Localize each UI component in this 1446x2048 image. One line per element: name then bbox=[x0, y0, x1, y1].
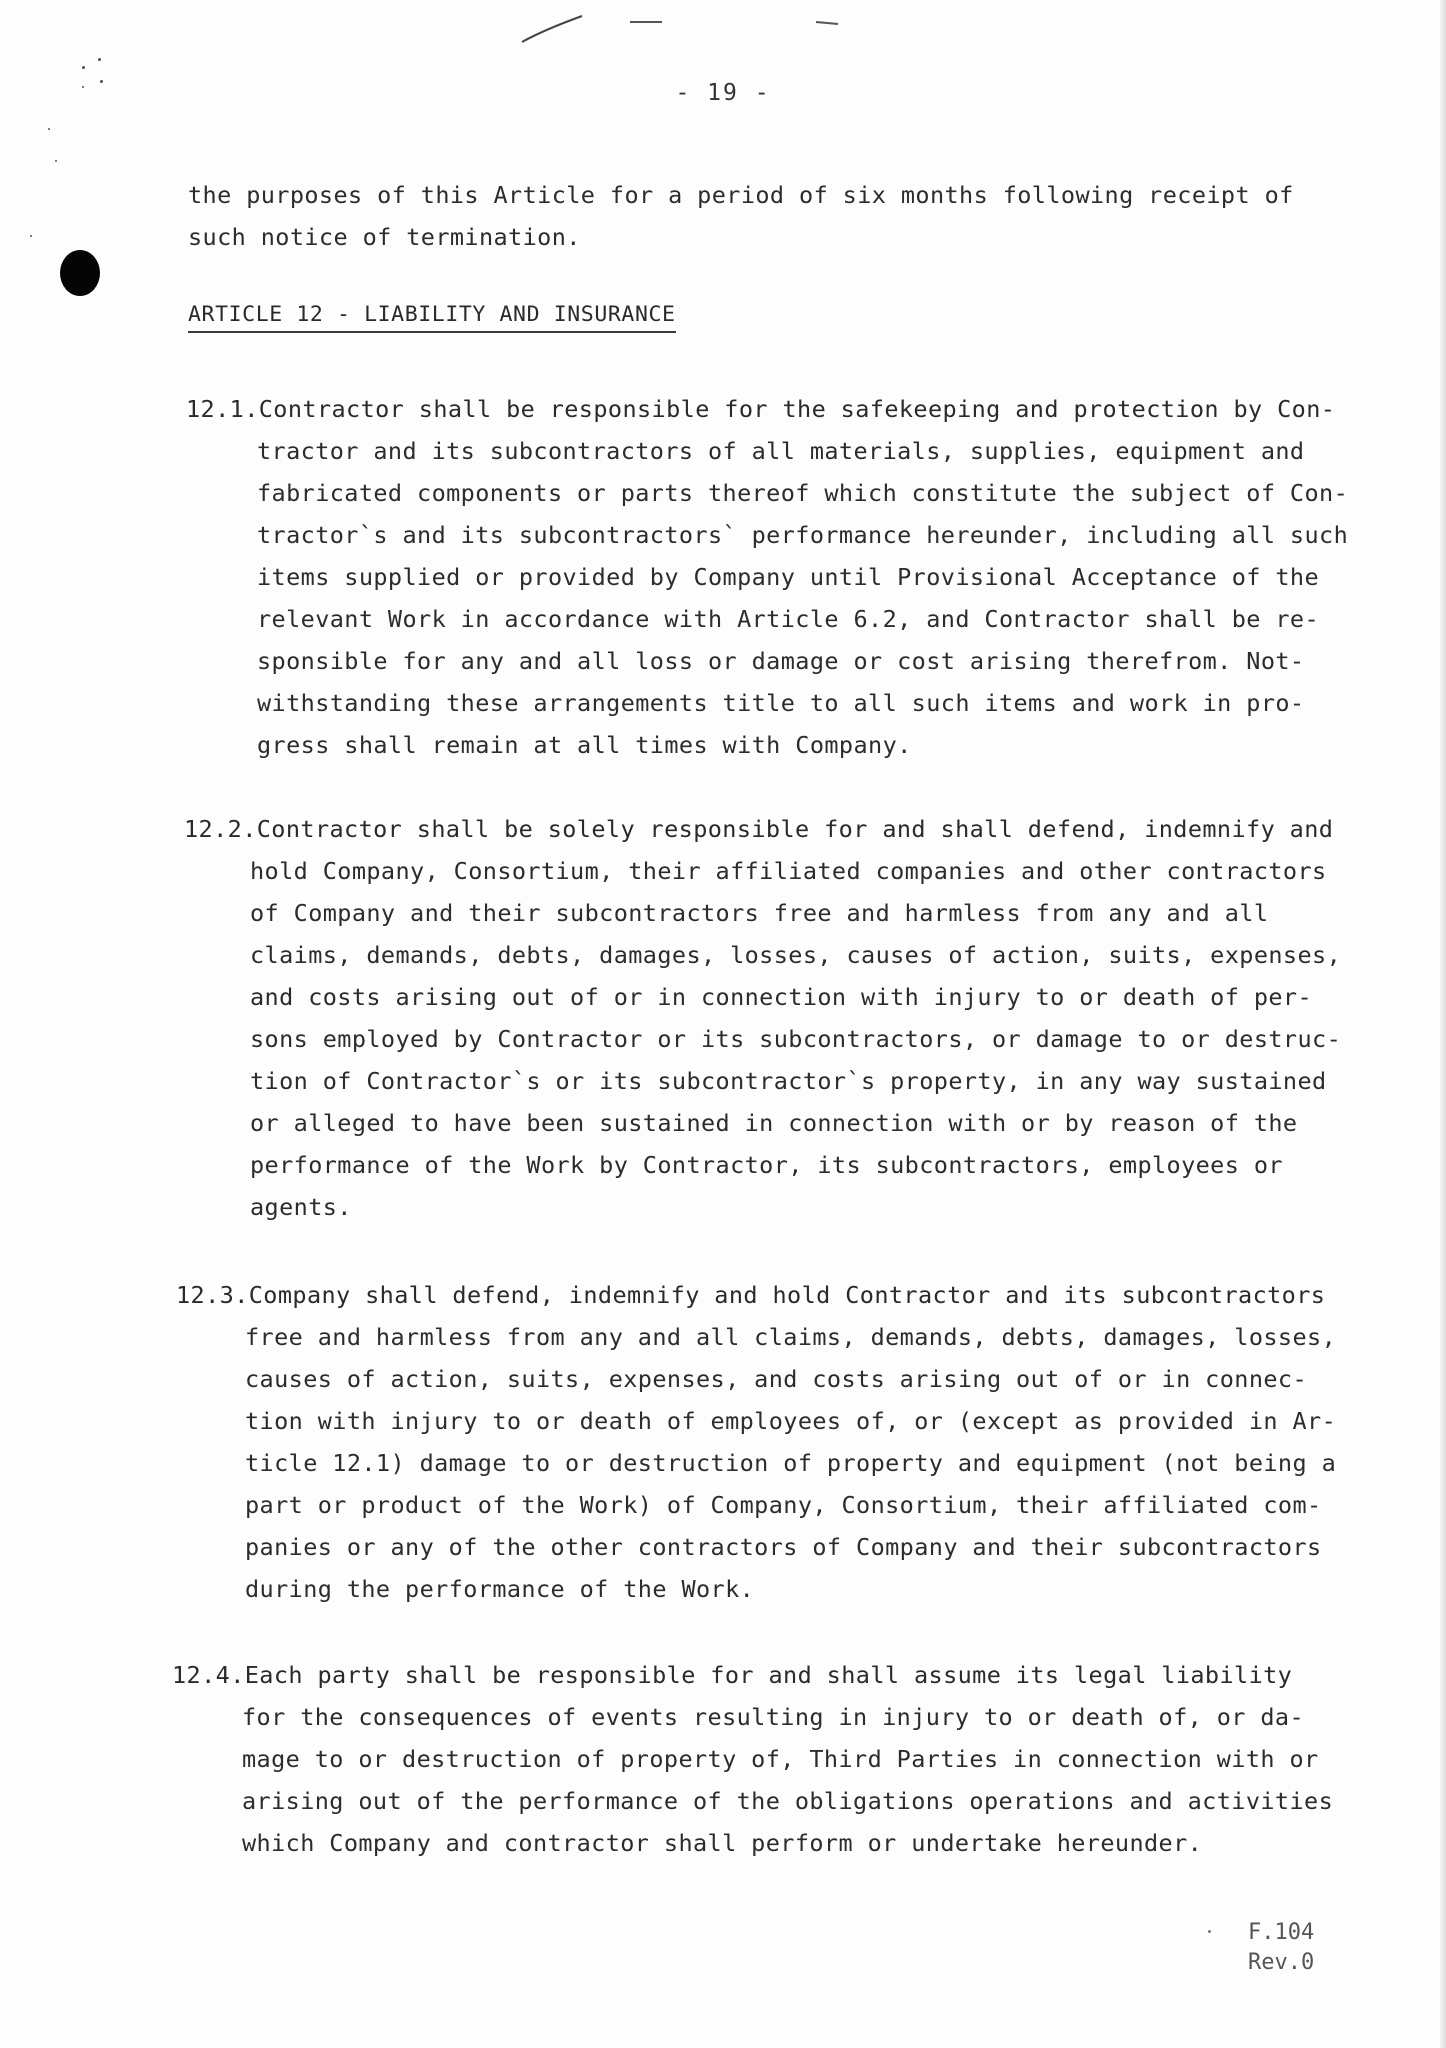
section-12-1-number bbox=[186, 388, 1335, 430]
text-line: sponsible for any and all loss or damage or cost arising therefrom. Not- bbox=[257, 647, 1305, 675]
section-12-4-body bbox=[242, 1696, 1333, 1864]
text-line: hold Company, Consortium, their affiliated companies and other contractors bbox=[250, 857, 1327, 885]
text-line: relevant Work in accordance with Article 6.2, and Contractor shall be re- bbox=[257, 605, 1320, 633]
text-line: withstanding these arrangements title to all such items and work in pro- bbox=[257, 689, 1305, 717]
page-number: - 19 - bbox=[675, 80, 771, 106]
text-line: causes of action, suits, expenses, and costs arising out of or in connec- bbox=[245, 1365, 1308, 1393]
section-number: 12.1. bbox=[186, 395, 259, 423]
text-line: tractor`s and its subcontractors` performance hereunder, including all such bbox=[257, 521, 1349, 549]
section-first-line: Company shall defend, indemnify and hold Contractor and its subcontractors bbox=[248, 1281, 1326, 1309]
text-line: and costs arising out of or in connection with injury to or death of per- bbox=[250, 983, 1313, 1011]
scan-speck bbox=[48, 128, 50, 130]
text-line: tractor and its subcontractors of all materials, supplies, equipment and bbox=[257, 437, 1305, 465]
text-line: such notice of termination. bbox=[188, 223, 581, 251]
section-first-line: Each party shall be responsible for and shall assume its legal liability bbox=[244, 1661, 1293, 1689]
section-12-1-body bbox=[257, 430, 1348, 766]
article-heading: ARTICLE 12 - LIABILITY AND INSURANCE bbox=[188, 302, 676, 333]
intro-paragraph bbox=[188, 174, 1294, 258]
text-line: of Company and their subcontractors free and harmless from any and all bbox=[250, 899, 1269, 927]
text-line: fabricated components or parts thereof which constitute the subject of Con- bbox=[257, 479, 1349, 507]
text-line: ticle 12.1) damage to or destruction of property and equipment (not being a bbox=[245, 1449, 1337, 1477]
text-line: tion with injury to or death of employees of, or (except as provided in Ar- bbox=[245, 1407, 1337, 1435]
text-line: the purposes of this Article for a period of six months following receipt of bbox=[188, 181, 1294, 209]
section-12-2-number bbox=[184, 808, 1333, 850]
scan-speck bbox=[30, 235, 32, 237]
text-line: claims, demands, debts, damages, losses, causes of action, suits, expenses, bbox=[250, 941, 1342, 969]
section-number: 12.3. bbox=[176, 1281, 249, 1309]
scan-speck bbox=[98, 58, 101, 61]
section-12-3-number bbox=[176, 1274, 1325, 1316]
scan-edge bbox=[1440, 0, 1446, 2048]
text-line: mage to or destruction of property of, Third Parties in connection with or bbox=[242, 1745, 1319, 1773]
form-code-number: F.104 bbox=[1248, 1920, 1315, 1945]
section-12-3-body bbox=[245, 1316, 1336, 1610]
text-line: tion of Contractor`s or its subcontractor`s property, in any way sustained bbox=[250, 1067, 1327, 1095]
section-number: 12.2. bbox=[184, 815, 257, 843]
text-line: panies or any of the other contractors of Company and their subcontractors bbox=[245, 1533, 1322, 1561]
text-line: part or product of the Work) of Company, Consortium, their affiliated com- bbox=[245, 1491, 1322, 1519]
scan-speck bbox=[1208, 1930, 1211, 1933]
text-line: sons employed by Contractor or its subcontractors, or damage to or destruc- bbox=[250, 1025, 1342, 1053]
punch-hole-mark bbox=[60, 250, 100, 296]
text-line: free and harmless from any and all claims, demands, debts, damages, losses, bbox=[245, 1323, 1337, 1351]
section-first-line: Contractor shall be responsible for the safekeeping and protection by Con- bbox=[258, 395, 1336, 423]
scan-speck bbox=[82, 66, 85, 69]
text-line: or alleged to have been sustained in connection with or by reason of the bbox=[250, 1109, 1298, 1137]
form-code-revision: Rev.0 bbox=[1248, 1950, 1315, 1975]
text-line: gress shall remain at all times with Company. bbox=[257, 731, 912, 759]
text-line: arising out of the performance of the obligations operations and activities bbox=[242, 1787, 1334, 1815]
text-line: performance of the Work by Contractor, its subcontractors, employees or bbox=[250, 1151, 1283, 1179]
section-12-2-body bbox=[250, 850, 1341, 1228]
section-first-line: Contractor shall be solely responsible for and shall defend, indemnify and bbox=[256, 815, 1334, 843]
form-code bbox=[1248, 1918, 1314, 1978]
section-12-4-number bbox=[172, 1654, 1292, 1696]
text-line: which Company and contractor shall perform or undertake hereunder. bbox=[242, 1829, 1203, 1857]
pen-stroke-mark bbox=[520, 8, 840, 48]
text-line: agents. bbox=[250, 1193, 352, 1221]
scan-speck bbox=[55, 160, 57, 162]
text-line: for the consequences of events resulting in injury to or death of, or da- bbox=[242, 1703, 1305, 1731]
section-number: 12.4. bbox=[172, 1661, 245, 1689]
text-line: items supplied or provided by Company until Provisional Acceptance of the bbox=[257, 563, 1320, 591]
text-line: during the performance of the Work. bbox=[245, 1575, 755, 1603]
